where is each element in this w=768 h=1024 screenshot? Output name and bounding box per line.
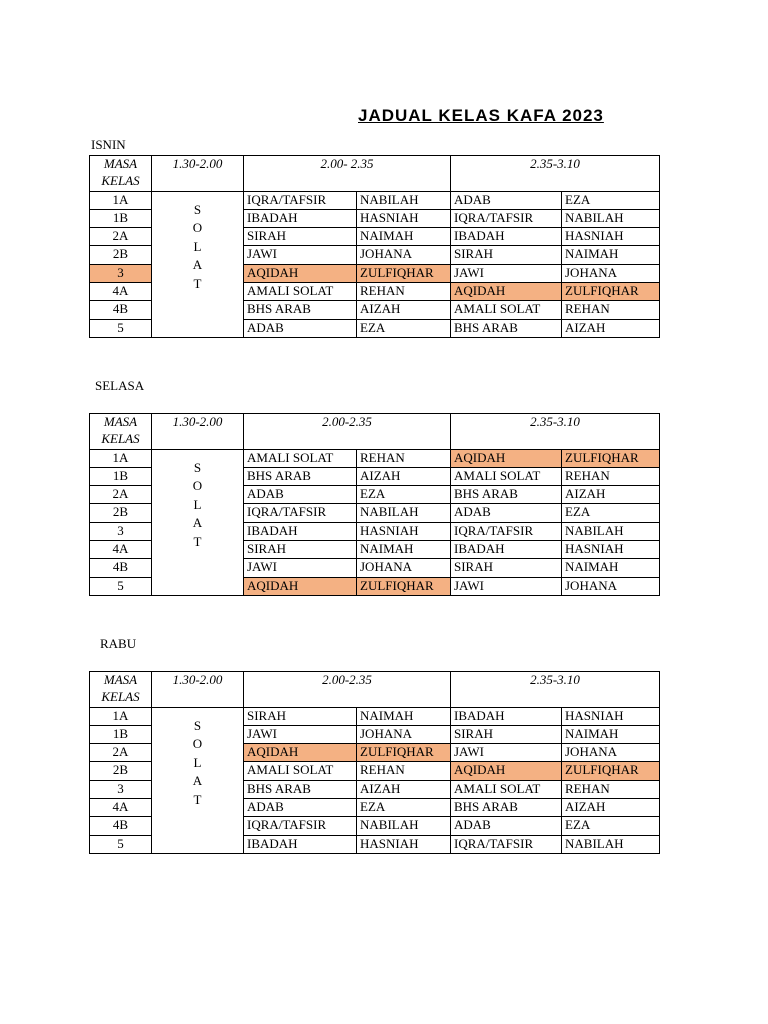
subject-cell: ADAB: [451, 191, 562, 209]
teacher-cell: EZA: [357, 319, 451, 337]
subject-cell: SIRAH: [451, 246, 562, 264]
class-cell: 3: [90, 522, 152, 540]
subject-cell: AMALI SOLAT: [244, 449, 357, 467]
solat-cell: [152, 449, 244, 595]
class-cell: 4B: [90, 817, 152, 835]
subject-cell: AQIDAH: [451, 283, 562, 301]
subject-cell: IQRA/TAFSIR: [244, 191, 357, 209]
teacher-cell: REHAN: [562, 301, 660, 319]
teacher-cell: EZA: [562, 191, 660, 209]
teacher-cell: NAIMAH: [357, 228, 451, 246]
schedule-table-selasa: [89, 413, 660, 596]
class-cell: 1B: [90, 725, 152, 743]
teacher-cell: REHAN: [357, 449, 451, 467]
masa-header: MASA: [90, 414, 152, 432]
teacher-cell: REHAN: [357, 283, 451, 301]
class-cell: 1B: [90, 467, 152, 485]
teacher-cell: EZA: [357, 486, 451, 504]
solat-letter: L: [193, 754, 202, 770]
class-cell: 4A: [90, 283, 152, 301]
solat-letter: O: [192, 478, 203, 494]
subject-cell: SIRAH: [244, 228, 357, 246]
teacher-cell: JOHANA: [562, 744, 660, 762]
subject-cell: IBADAH: [451, 541, 562, 559]
slot3-header: 2.35-3.10: [451, 672, 660, 708]
class-cell: 4B: [90, 301, 152, 319]
kelas-header: KELAS: [90, 431, 152, 449]
teacher-cell: NAIMAH: [562, 725, 660, 743]
class-cell: 1B: [90, 209, 152, 227]
teacher-cell: AIZAH: [562, 799, 660, 817]
teacher-cell: JOHANA: [562, 577, 660, 595]
class-cell: 4A: [90, 799, 152, 817]
teacher-cell: HASNIAH: [357, 522, 451, 540]
solat-letter: A: [192, 515, 203, 531]
class-cell: 2B: [90, 246, 152, 264]
subject-cell: IBADAH: [244, 209, 357, 227]
solat-letter: S: [193, 201, 202, 217]
teacher-cell: AIZAH: [357, 467, 451, 485]
class-cell: 2B: [90, 504, 152, 522]
class-cell: 2B: [90, 762, 152, 780]
teacher-cell: NABILAH: [357, 504, 451, 522]
class-cell: 3: [90, 780, 152, 798]
subject-cell: BHS ARAB: [244, 780, 357, 798]
solat-letter: S: [193, 717, 202, 733]
schedule-table-isnin: [89, 155, 660, 338]
slot3-header: 2.35-3.10: [451, 414, 660, 450]
subject-cell: AQIDAH: [244, 577, 357, 595]
subject-cell: AMALI SOLAT: [451, 301, 562, 319]
subject-cell: AMALI SOLAT: [451, 467, 562, 485]
class-cell: 4B: [90, 559, 152, 577]
solat-letter: A: [192, 257, 203, 273]
subject-cell: ADAB: [451, 817, 562, 835]
subject-cell: BHS ARAB: [451, 319, 562, 337]
teacher-cell: AIZAH: [562, 486, 660, 504]
solat-letter: L: [193, 238, 202, 254]
subject-cell: JAWI: [244, 559, 357, 577]
teacher-cell: ZULFIQHAR: [357, 577, 451, 595]
subject-cell: AMALI SOLAT: [244, 283, 357, 301]
teacher-cell: NAIMAH: [562, 246, 660, 264]
teacher-cell: NAIMAH: [562, 559, 660, 577]
teacher-cell: HASNIAH: [357, 209, 451, 227]
teacher-cell: NABILAH: [357, 191, 451, 209]
slot1-header: 1.30-2.00: [152, 156, 244, 192]
teacher-cell: ZULFIQHAR: [562, 283, 660, 301]
slot2-header: 2.00-2.35: [244, 672, 451, 708]
solat-letter: A: [192, 773, 203, 789]
teacher-cell: NABILAH: [562, 522, 660, 540]
class-cell: 4A: [90, 541, 152, 559]
kelas-header: KELAS: [90, 173, 152, 191]
slot1-header: 1.30-2.00: [152, 414, 244, 450]
subject-cell: IQRA/TAFSIR: [451, 835, 562, 853]
subject-cell: BHS ARAB: [244, 467, 357, 485]
class-cell: 3: [90, 264, 152, 282]
teacher-cell: HASNIAH: [562, 541, 660, 559]
teacher-cell: NABILAH: [562, 209, 660, 227]
teacher-cell: HASNIAH: [562, 228, 660, 246]
subject-cell: IQRA/TAFSIR: [451, 209, 562, 227]
masa-header: MASA: [90, 672, 152, 690]
solat-letter: S: [193, 459, 202, 475]
solat-letter: T: [193, 533, 202, 549]
class-cell: 5: [90, 577, 152, 595]
teacher-cell: REHAN: [562, 467, 660, 485]
class-cell: 2A: [90, 486, 152, 504]
class-cell: 1A: [90, 191, 152, 209]
teacher-cell: ZULFIQHAR: [562, 762, 660, 780]
subject-cell: AQIDAH: [244, 264, 357, 282]
subject-cell: JAWI: [244, 246, 357, 264]
subject-cell: IQRA/TAFSIR: [244, 817, 357, 835]
slot2-header: 2.00-2.35: [244, 414, 451, 450]
masa-header: MASA: [90, 156, 152, 174]
page-title: JADUAL KELAS KAFA 2023: [358, 106, 604, 125]
subject-cell: ADAB: [451, 504, 562, 522]
class-cell: 5: [90, 835, 152, 853]
teacher-cell: HASNIAH: [357, 835, 451, 853]
teacher-cell: EZA: [357, 799, 451, 817]
teacher-cell: NAIMAH: [357, 541, 451, 559]
teacher-cell: AIZAH: [357, 780, 451, 798]
subject-cell: ADAB: [244, 486, 357, 504]
subject-cell: JAWI: [451, 744, 562, 762]
class-cell: 2A: [90, 228, 152, 246]
teacher-cell: REHAN: [357, 762, 451, 780]
class-cell: 2A: [90, 744, 152, 762]
teacher-cell: HASNIAH: [562, 707, 660, 725]
subject-cell: SIRAH: [451, 559, 562, 577]
table-row: [90, 707, 660, 725]
subject-cell: JAWI: [244, 725, 357, 743]
subject-cell: BHS ARAB: [451, 799, 562, 817]
solat-cell: [152, 191, 244, 337]
teacher-cell: REHAN: [562, 780, 660, 798]
subject-cell: AQIDAH: [244, 744, 357, 762]
class-cell: 1A: [90, 707, 152, 725]
subject-cell: IBADAH: [451, 707, 562, 725]
solat-letter: L: [193, 496, 202, 512]
subject-cell: BHS ARAB: [451, 486, 562, 504]
subject-cell: IQRA/TAFSIR: [451, 522, 562, 540]
day-label-selasa: SELASA: [95, 378, 145, 393]
class-cell: 5: [90, 319, 152, 337]
day-label-rabu: RABU: [100, 636, 137, 651]
subject-cell: ADAB: [244, 799, 357, 817]
slot1-header: 1.30-2.00: [152, 672, 244, 708]
subject-cell: ADAB: [244, 319, 357, 337]
subject-cell: IBADAH: [244, 522, 357, 540]
solat-letter: T: [193, 275, 202, 291]
subject-cell: IQRA/TAFSIR: [244, 504, 357, 522]
schedule-table-rabu: [89, 671, 660, 854]
solat-letter: T: [193, 791, 202, 807]
teacher-cell: NABILAH: [357, 817, 451, 835]
subject-cell: AMALI SOLAT: [244, 762, 357, 780]
teacher-cell: ZULFIQHAR: [562, 449, 660, 467]
slot3-header: 2.35-3.10: [451, 156, 660, 192]
slot2-header: 2.00- 2.35: [244, 156, 451, 192]
teacher-cell: JOHANA: [357, 725, 451, 743]
teacher-cell: ZULFIQHAR: [357, 744, 451, 762]
teacher-cell: AIZAH: [357, 301, 451, 319]
subject-cell: AMALI SOLAT: [451, 780, 562, 798]
subject-cell: BHS ARAB: [244, 301, 357, 319]
teacher-cell: AIZAH: [562, 319, 660, 337]
table-row: [90, 191, 660, 209]
solat-cell: [152, 707, 244, 853]
teacher-cell: EZA: [562, 817, 660, 835]
subject-cell: AQIDAH: [451, 449, 562, 467]
solat-letter: O: [192, 736, 203, 752]
teacher-cell: NAIMAH: [357, 707, 451, 725]
subject-cell: IBADAH: [451, 228, 562, 246]
subject-cell: JAWI: [451, 264, 562, 282]
subject-cell: IBADAH: [244, 835, 357, 853]
kelas-header: KELAS: [90, 689, 152, 707]
teacher-cell: JOHANA: [357, 559, 451, 577]
subject-cell: SIRAH: [244, 707, 357, 725]
subject-cell: SIRAH: [451, 725, 562, 743]
teacher-cell: JOHANA: [357, 246, 451, 264]
teacher-cell: ZULFIQHAR: [357, 264, 451, 282]
subject-cell: AQIDAH: [451, 762, 562, 780]
teacher-cell: NABILAH: [562, 835, 660, 853]
subject-cell: SIRAH: [244, 541, 357, 559]
teacher-cell: JOHANA: [562, 264, 660, 282]
solat-letter: O: [192, 220, 203, 236]
teacher-cell: EZA: [562, 504, 660, 522]
class-cell: 1A: [90, 449, 152, 467]
table-row: [90, 449, 660, 467]
day-label-isnin: ISNIN: [91, 137, 126, 152]
subject-cell: JAWI: [451, 577, 562, 595]
